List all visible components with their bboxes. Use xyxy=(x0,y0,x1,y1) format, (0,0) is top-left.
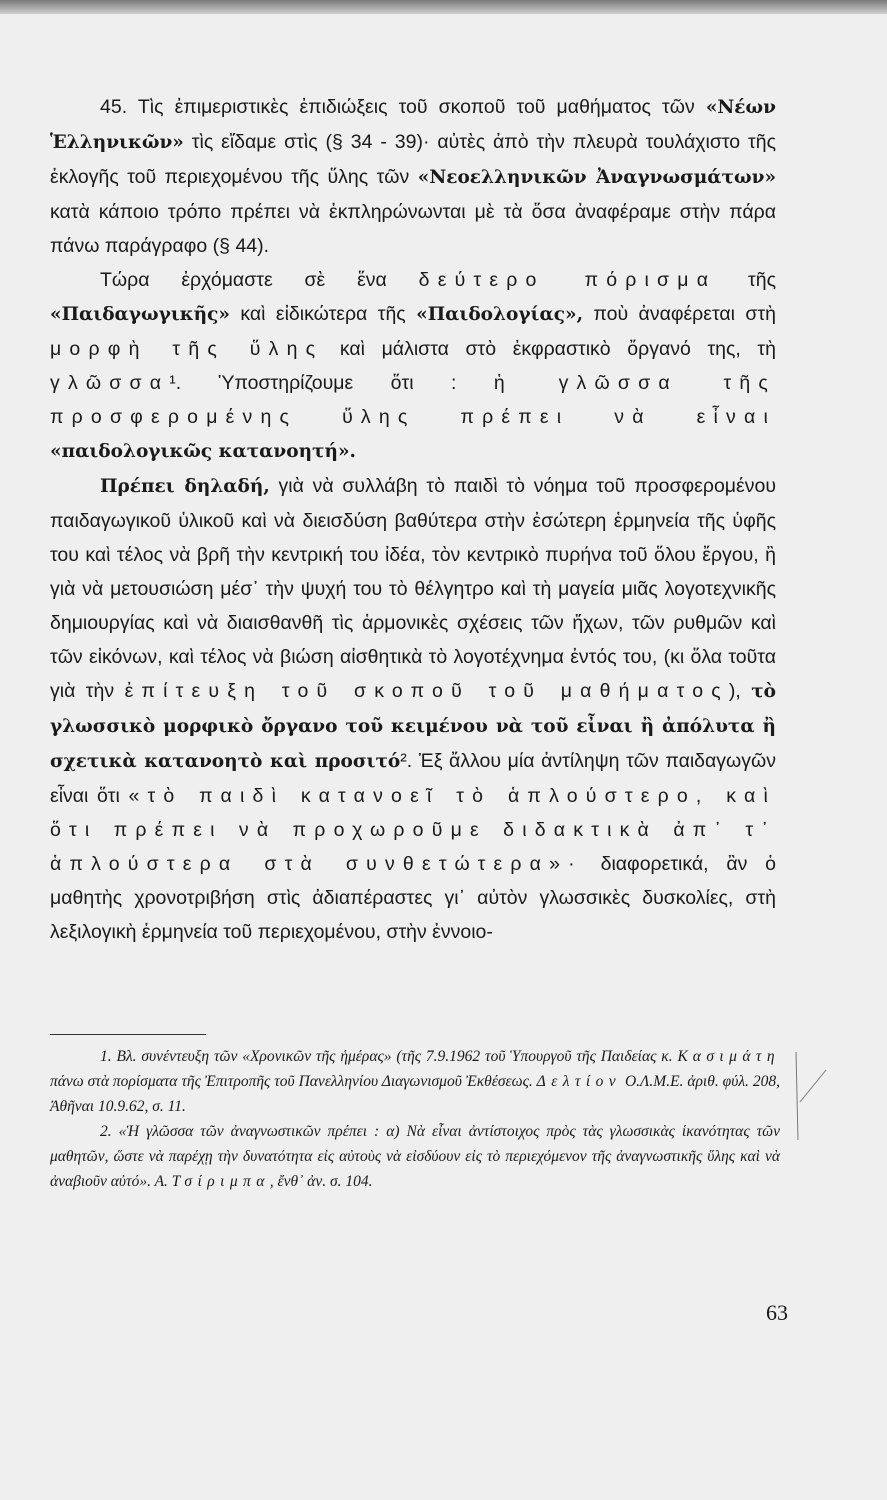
text-run: ποὺ ἀναφέρεται στὴ xyxy=(583,303,776,325)
paragraph-second-corollary xyxy=(50,263,776,469)
text-run: 1. Βλ. συνέντευξη τῶν «Χρονικῶν τῆς ἡμέρας» (τῆς 7.9.1962 τοῦ Ὑπουργοῦ τῆς Παιδείας κ. xyxy=(100,1048,678,1065)
page-number: 63 xyxy=(766,1300,788,1325)
footnote-rule xyxy=(50,1034,206,1035)
bold-term: τὸ γλωσσικὸ μορφικὸ ὄργανο τοῦ κειμένου νὰ τοῦ εἶναι ἢ ἀπόλυτα ἢ σχετικὰ κατανοητὸ καὶ προσιτό xyxy=(50,681,776,772)
text-run: πάνω στὰ πορίσματα τῆς Ἐπιτροπῆς τοῦ Πανελληνίου Διαγωνισμοῦ Ἐκθέσεως. xyxy=(50,1073,537,1090)
text-run: Ο.Λ.Μ.Ε. ἀριθ. φύλ. 208, Ἀθῆναι 10.9.62, σ. 11. xyxy=(50,1073,780,1115)
footnote-1 xyxy=(50,1044,780,1119)
spaced-term: μορφὴ τῆς ὕλης xyxy=(50,338,324,360)
paragraph-must xyxy=(50,469,776,949)
spaced-term: ἐπίτευξη τοῦ σκοποῦ τοῦ μαθήματος xyxy=(124,680,729,702)
text-run: 45. Τὶς ἐπιμεριστικὲς ἐπιδιώξεις τοῦ σκοποῦ τοῦ μαθήματος τῶν xyxy=(100,96,706,118)
text-run: Τώρα ἐρχόμαστε σὲ ἕνα xyxy=(100,269,419,291)
bold-term: «Νέων Ἑλληνικῶν» xyxy=(50,97,776,153)
text-run: καὶ μάλιστα στὸ ἐκφραστικὸ ὄργανό της, τὴ xyxy=(323,338,776,360)
paragraph-45 xyxy=(50,90,776,263)
spaced-term: ἡ γλῶσσα τῆς προσφερομένης ὕλης πρέπει νὰ εἶναι xyxy=(50,372,776,428)
text-run: ². Ἐξ ἄλλου μία ἀντίληψη τῶν παιδαγωγῶν εἶναι ὅτι xyxy=(50,750,777,807)
text-run: , ἔνθ᾽ ἀν. σ. 104. xyxy=(269,1173,373,1190)
text-run: ¹. Ὑποστηρίζουμε ὅτι : xyxy=(169,372,494,394)
bold-term: Πρέπει δηλαδή, xyxy=(100,476,270,497)
footnotes xyxy=(50,1034,780,1194)
spaced-term: Δελτίον xyxy=(536,1073,622,1090)
bold-term: «παιδολογικῶς κατανοητή». xyxy=(50,441,356,462)
bold-term: «Νεοελληνικῶν Ἀναγνωσμάτων» xyxy=(417,167,777,188)
page-top-edge xyxy=(0,0,887,14)
text-run: καὶ εἰδικώτερα τῆς xyxy=(229,303,417,325)
spaced-term: «τὸ παιδὶ κατανοεῖ τὸ ἁπλούστερο, καὶ ὅτι πρέπει νὰ προχωροῦμε διδακτικὰ ἀπ᾽ τ᾽ ἁπλούστερα στὰ συνθετώτερα»· xyxy=(50,785,776,875)
spaced-term: γλῶσσα xyxy=(50,372,170,394)
text-run: διαφορετικά, ἂν ὁ μαθητὴς χρονοτριβήση στὶς ἀδιαπέραστες γι᾽ αὐτὸν γλωσσικὲς δυσκολίες, στὴ λεξιλογικὴ ἑρμηνεία τοῦ περιεχομένου, στὴν ἐννοιο- xyxy=(50,853,776,943)
text-run: ), xyxy=(728,680,752,702)
text-run: τῆς xyxy=(716,269,776,291)
bold-term: «Παιδολογίας», xyxy=(416,304,584,325)
spaced-term: δεύτερο πόρισμα xyxy=(418,269,717,291)
spaced-term: Τσίριμπα xyxy=(171,1173,270,1190)
text-run: τὶς εἴδαμε στὶς (§ 34 - 39)· αὐτὲς ἀπὸ τὴν πλευρὰ τουλάχιστο τῆς ἐκλογῆς τοῦ περιεχομένου τῆς ὕλης τῶν xyxy=(50,131,776,188)
bold-term: «Παιδαγωγικῆς» xyxy=(50,304,230,325)
text-run: γιὰ νὰ συλλάβη τὸ παιδὶ τὸ νόημα τοῦ προσφερομένου παιδαγωγικοῦ ὑλικοῦ καὶ νὰ διεισδύση βαθύτερα στὴν ἐσώτερη ἑρμηνεία τῆς ὑφῆς του καὶ τέλος νὰ βρῆ τὴν κεντρική του ἰδέα, τὸν κεντρικὸ πυρήνα τοῦ ὅλου ἔργου, ἢ γιὰ νὰ μετουσιώση μέσ᾽ τὴν ψυχή του τὸ θέλγητρο καὶ τὴ μαγεία μιᾶς λογοτεχνικῆς δημιουργίας καὶ νὰ διαισθανθῆ τὶς ἁρμονικὲς σχέσεις τῶν ἤχων, τῶν ρυθμῶν καὶ τῶν εἰκόνων, καὶ τέλος νὰ βιώση αἰσθητικὰ τὸ λογοτέχνημα ἐντός του, (κι ὅλα τοῦτα γιὰ τὴν xyxy=(50,475,776,702)
main-text xyxy=(50,90,776,949)
pencil-margin-mark xyxy=(790,1052,830,1142)
spaced-term: Κασιμάτη xyxy=(677,1048,780,1065)
footnote-2 xyxy=(50,1119,780,1194)
text-run: κατὰ κάποιο τρόπο πρέπει νὰ ἐκπληρώνωνται μὲ τὰ ὅσα ἀναφέραμε στὴν πάρα πάνω παράγραφο (§ 44). xyxy=(50,201,776,257)
text-run: 2. «Ἡ γλῶσσα τῶν ἀναγνωστικῶν πρέπει : α) Νὰ εἶναι ἀντίστοιχος πρὸς τὰς γλωσσικὰς ἱκανότητας τῶν μαθητῶν, ὥστε νὰ παρέχῃ τὴν δυνατότητα εἰς αὐτοὺς νὰ εἰσδύουν εἰς τὸ περιεχόμενον τῆς ἀναγνωστικῆς ὕλης καὶ νὰ ἀναβιοῦν αὐτό». Α. xyxy=(50,1123,780,1190)
